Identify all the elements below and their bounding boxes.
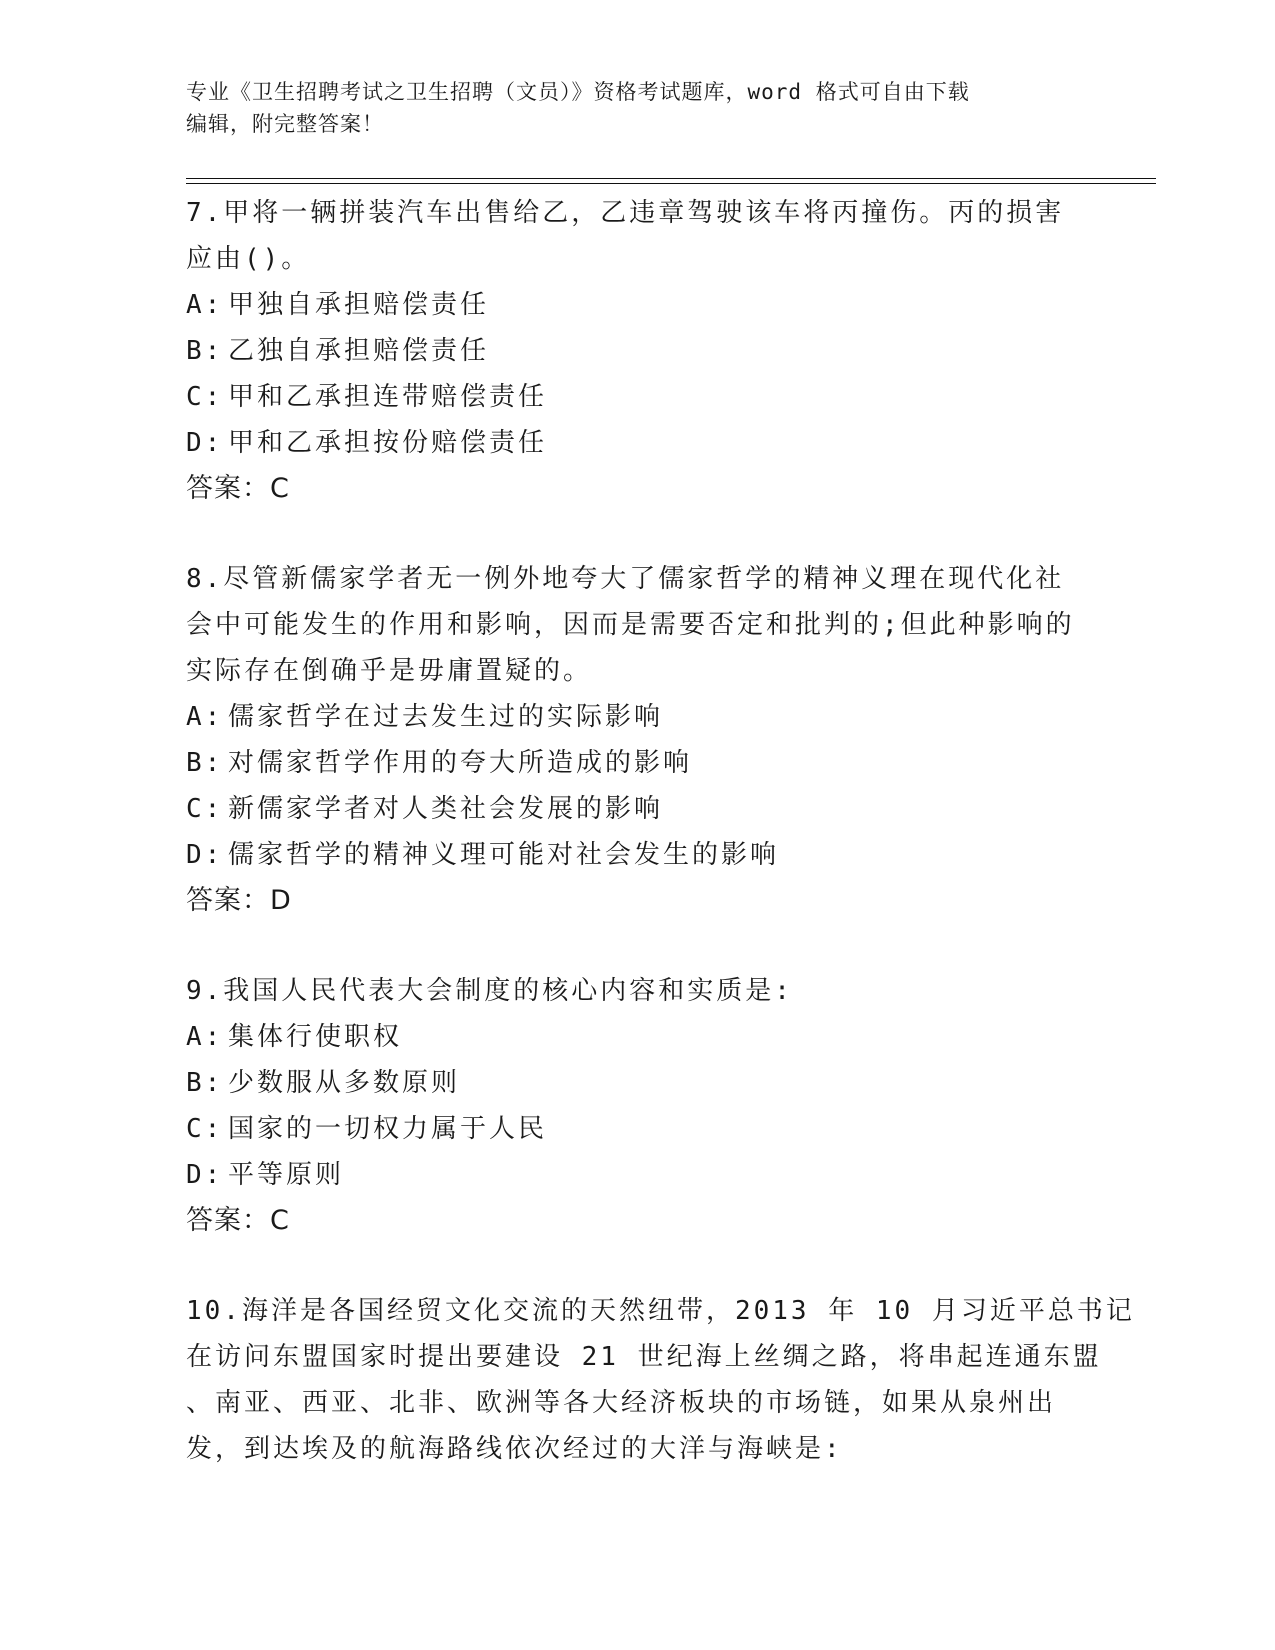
option-a: [186, 1014, 1086, 1060]
header-line-1: 专业《卫生招聘考试之卫生招聘（文员）》资格考试题库，word 格式可自由下载: [186, 80, 970, 104]
option-c: [186, 1106, 1086, 1152]
question-9: [186, 968, 1086, 1244]
question-8: [186, 556, 1086, 924]
option-text: 乙独自承担赔偿责任: [228, 336, 490, 366]
option-text: 新儒家学者对人类社会发展的影响: [228, 794, 664, 824]
option-letter: D:: [186, 840, 224, 870]
question-text-line: 7.甲将一辆拼装汽车出售给乙，乙违章驾驶该车将丙撞伤。丙的损害: [186, 198, 1065, 228]
option-c: [186, 786, 1086, 832]
question-list: [186, 190, 1135, 1472]
question-text-line: 应由()。: [186, 244, 311, 274]
option-letter: B:: [186, 336, 224, 366]
question-7: [186, 190, 1086, 512]
option-letter: B:: [186, 1068, 224, 1098]
header-divider-bottom: [186, 183, 1156, 184]
option-a: [186, 694, 1086, 740]
option-text: 对儒家哲学作用的夸大所造成的影响: [228, 748, 693, 778]
option-d: [186, 832, 1086, 878]
question-text-line: 实际存在倒确乎是毋庸置疑的。: [186, 656, 593, 686]
option-letter: C:: [186, 794, 224, 824]
option-d: [186, 420, 1086, 466]
option-b: [186, 740, 1086, 786]
option-letter: A:: [186, 702, 224, 732]
question-spacer: [186, 1244, 1086, 1288]
question-text-line: 10.海洋是各国经贸文化交流的天然纽带，2013 年 10 月习近平总书记: [186, 1296, 1135, 1326]
header-divider-top: [186, 178, 1156, 179]
document-header: [186, 76, 1066, 140]
option-text: 平等原则: [228, 1160, 345, 1190]
question-text-line: 会中可能发生的作用和影响，因而是需要否定和批判的;但此种影响的: [186, 610, 1075, 640]
option-letter: A:: [186, 1022, 224, 1052]
option-b: [186, 1060, 1086, 1106]
answer-line: 答案：D: [186, 885, 292, 916]
question-text-line: 在访问东盟国家时提出要建设 21 世纪海上丝绸之路，将串起连通东盟: [186, 1342, 1102, 1372]
option-letter: B:: [186, 748, 224, 778]
option-text: 儒家哲学在过去发生过的实际影响: [228, 702, 664, 732]
question-text-line: 8.尽管新儒家学者无一例外地夸大了儒家哲学的精神义理在现代化社: [186, 564, 1065, 594]
option-b: [186, 328, 1086, 374]
option-c: [186, 374, 1086, 420]
option-text: 集体行使职权: [228, 1022, 403, 1052]
option-letter: A:: [186, 290, 224, 320]
answer-line: 答案：C: [186, 1205, 290, 1236]
question-10: [186, 1288, 1135, 1472]
answer-line: 答案：C: [186, 473, 290, 504]
question-spacer: [186, 924, 1086, 968]
question-text-line: 发，到达埃及的航海路线依次经过的大洋与海峡是:: [186, 1434, 843, 1464]
option-letter: D:: [186, 428, 224, 458]
option-letter: C:: [186, 382, 224, 412]
option-letter: C:: [186, 1114, 224, 1144]
option-a: [186, 282, 1086, 328]
option-d: [186, 1152, 1086, 1198]
question-text-line: 、南亚、西亚、北非、欧洲等各大经济板块的市场链，如果从泉州出: [186, 1388, 1057, 1418]
option-text: 国家的一切权力属于人民: [228, 1114, 548, 1144]
header-line-2: 编辑，附完整答案！: [186, 112, 384, 136]
option-text: 少数服从多数原则: [228, 1068, 461, 1098]
question-spacer: [186, 512, 1086, 556]
option-text: 甲和乙承担连带赔偿责任: [228, 382, 548, 412]
option-text: 儒家哲学的精神义理可能对社会发生的影响: [228, 840, 780, 870]
option-text: 甲独自承担赔偿责任: [228, 290, 490, 320]
option-text: 甲和乙承担按份赔偿责任: [228, 428, 548, 458]
option-letter: D:: [186, 1160, 224, 1190]
question-text-line: 9.我国人民代表大会制度的核心内容和实质是:: [186, 976, 793, 1006]
